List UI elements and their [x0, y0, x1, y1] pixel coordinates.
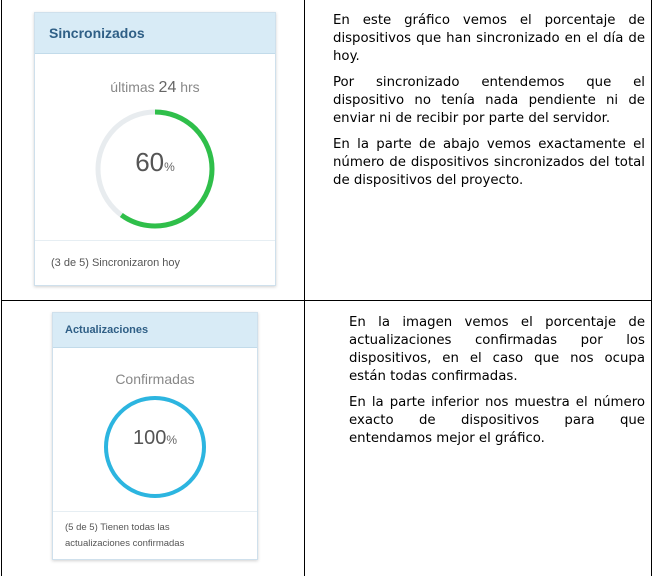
table-border-right — [651, 0, 652, 576]
table-row-divider — [1, 300, 652, 301]
card-footer-line: actualizaciones confirmadas — [65, 538, 185, 549]
description-paragraph: En la parte inferior nos muestra el número exacto de dispositivos para que entendamos mejor el gráfico. — [349, 395, 645, 446]
description-paragraph: En la imagen vemos el porcentaje de actualizaciones confirmadas por los dispositivos, en el caso que nos ocupa están todas confirmadas. — [349, 315, 645, 384]
sincronizados-card — [34, 12, 276, 286]
time-range-prefix: últimas — [110, 79, 155, 95]
time-range-unit: hrs — [180, 79, 200, 95]
card-footer — [53, 511, 257, 559]
time-range-label — [35, 79, 275, 97]
percent-value — [101, 427, 209, 450]
percent-number: 100 — [132, 427, 167, 449]
description-paragraph: En la parte de abajo vemos exactamente el número de dispositivos sincronizados del total de dispositivos del proyecto. — [333, 137, 645, 188]
card-footer: (3 de 5) Sincronizaron hoy — [35, 240, 275, 285]
status-label: Confirmadas — [115, 371, 195, 387]
table-column-divider — [304, 0, 305, 576]
percent-value — [91, 147, 219, 178]
description-paragraph: En este gráfico vemos el porcentaje de dispositivos que han sincronizado en el día de hoy. — [333, 13, 645, 64]
card-footer-line: (5 de 5) Tienen todas las — [65, 522, 170, 533]
percent-number: 60 — [135, 147, 165, 177]
percent-symbol: % — [166, 433, 178, 447]
table-border-left — [1, 0, 2, 576]
description-cell — [333, 12, 645, 198]
description-cell — [349, 314, 645, 456]
percent-symbol: % — [164, 160, 175, 174]
time-range-number: 24 — [158, 79, 177, 96]
actualizaciones-card — [52, 312, 258, 560]
description-paragraph: Por sincronizado entendemos que el dispositivo no tenía nada pendiente ni de enviar ni de recibir por parte del servidor. — [333, 75, 645, 126]
card-title: Actualizaciones — [53, 313, 257, 348]
card-title: Sincronizados — [35, 13, 275, 54]
